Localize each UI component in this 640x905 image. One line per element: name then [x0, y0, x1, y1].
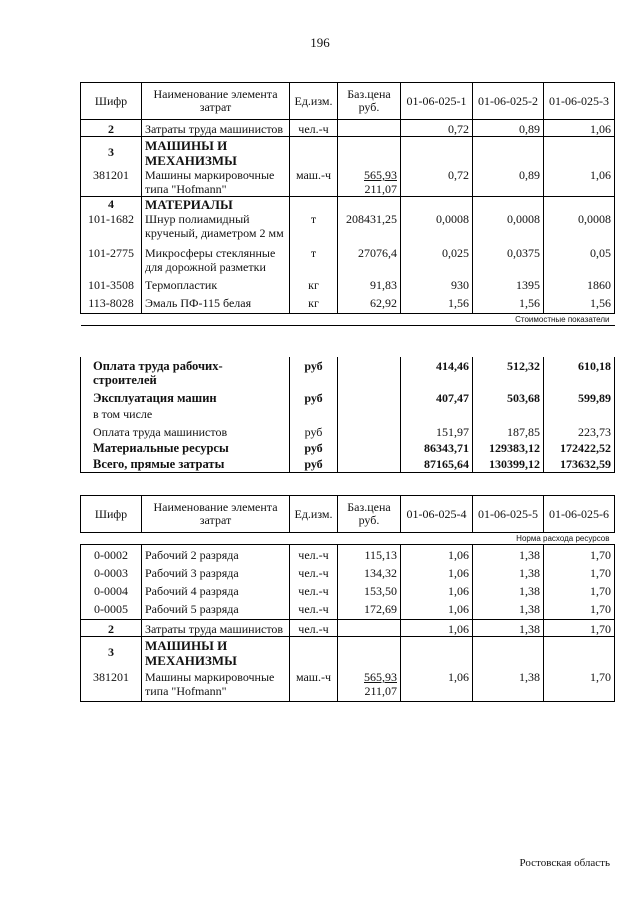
- table-row: [81, 168, 615, 197]
- cost-unit: руб: [290, 421, 338, 439]
- price-underlined: 565,93: [364, 670, 397, 684]
- cost-row: [81, 387, 615, 405]
- cost-value-2: 512,32: [473, 357, 544, 387]
- row-value-3: 1,70: [544, 562, 615, 580]
- row-value-3: 0,0008: [544, 212, 615, 240]
- row-value-1: 0,0008: [401, 212, 473, 240]
- cost-row: [81, 455, 615, 473]
- cost-table-1: [80, 357, 615, 473]
- section-title: МАТЕРИАЛЫ: [142, 197, 290, 213]
- table-row: [81, 120, 615, 137]
- row-value-2: 1,38: [473, 668, 544, 702]
- table-row: [81, 240, 615, 274]
- row-unit: т: [290, 240, 338, 274]
- table-row: [81, 274, 615, 292]
- col-header-code: Шифр: [81, 496, 142, 533]
- cost-value-1: 407,47: [401, 387, 473, 405]
- cost-row: [81, 405, 615, 421]
- row-code: 3: [81, 637, 142, 669]
- row-value-3: 1860: [544, 274, 615, 292]
- row-value-2: 1,38: [473, 598, 544, 620]
- footer-region: Ростовская область: [519, 857, 610, 869]
- row-value-2: 1395: [473, 274, 544, 292]
- row-price: [338, 668, 401, 702]
- row-value-3: 1,06: [544, 168, 615, 197]
- row-code: 0-0003: [81, 562, 142, 580]
- row-unit: т: [290, 212, 338, 240]
- col-header-variant-5: 01-06-025-5: [473, 496, 544, 533]
- col-header-unit: Ед.изм.: [290, 83, 338, 120]
- row-unit: маш.-ч: [290, 168, 338, 197]
- row-code: 0-0004: [81, 580, 142, 598]
- band-label: Норма расхода ресурсов: [516, 534, 610, 543]
- cost-row: [81, 357, 615, 387]
- row-code: 0-0005: [81, 598, 142, 620]
- row-value-2: 1,56: [473, 292, 544, 314]
- cost-unit: руб: [290, 357, 338, 387]
- cost-unit: руб: [290, 455, 338, 473]
- row-value-2: 0,0008: [473, 212, 544, 240]
- row-code: 3: [81, 137, 142, 169]
- row-value-1: 0,72: [401, 120, 473, 137]
- row-name: Термопластик: [142, 274, 290, 292]
- cost-name: Оплата труда рабочих-строителей: [81, 357, 290, 387]
- row-code: 381201: [81, 168, 142, 197]
- row-value-2: 0,89: [473, 168, 544, 197]
- cost-indicators-band: [81, 314, 615, 326]
- section-row: [81, 137, 615, 169]
- row-value-3: 0,05: [544, 240, 615, 274]
- row-value-1: 1,06: [401, 580, 473, 598]
- cost-row: [81, 439, 615, 455]
- row-unit: чел.-ч: [290, 580, 338, 598]
- row-value-1: 1,06: [401, 598, 473, 620]
- row-unit: кг: [290, 292, 338, 314]
- cost-value-2: 503,68: [473, 387, 544, 405]
- row-value-1: 0,025: [401, 240, 473, 274]
- row-code: 101-2775: [81, 240, 142, 274]
- row-value-1: 1,06: [401, 620, 473, 637]
- section-title: МАШИНЫ И МЕХАНИЗМЫ: [142, 637, 290, 669]
- cost-value-1: 86343,71: [401, 439, 473, 455]
- cost-row: [81, 421, 615, 439]
- section-row: [81, 637, 615, 669]
- cost-value-3: 599,89: [544, 387, 615, 405]
- row-value-2: 0,0375: [473, 240, 544, 274]
- row-price: 172,69: [338, 598, 401, 620]
- price-secondary: 211,07: [364, 182, 397, 196]
- table-header-row: [81, 83, 615, 120]
- row-price: 134,32: [338, 562, 401, 580]
- resource-table-1: [80, 82, 615, 326]
- col-header-variant-1: 01-06-025-1: [401, 83, 473, 120]
- resource-table-2: [80, 495, 615, 702]
- table-header-row: [81, 496, 615, 533]
- col-header-price: Баз.цена руб.: [338, 496, 401, 533]
- row-value-3: 1,70: [544, 598, 615, 620]
- section-title: МАШИНЫ И МЕХАНИЗМЫ: [142, 137, 290, 169]
- table-row: [81, 212, 615, 240]
- page-number: 196: [310, 35, 330, 50]
- row-code: 101-3508: [81, 274, 142, 292]
- cost-value-2: 130399,12: [473, 455, 544, 473]
- col-header-unit: Ед.изм.: [290, 496, 338, 533]
- row-unit: кг: [290, 274, 338, 292]
- cost-value-3: 223,73: [544, 421, 615, 439]
- cost-value-1: 151,97: [401, 421, 473, 439]
- row-value-3: 1,70: [544, 580, 615, 598]
- row-value-2: 1,38: [473, 562, 544, 580]
- row-value-1: 1,06: [401, 545, 473, 563]
- row-code: 113-8028: [81, 292, 142, 314]
- cost-name: Материальные ресурсы: [81, 439, 290, 455]
- cost-name: в том числе: [81, 405, 290, 421]
- row-value-1: 1,06: [401, 562, 473, 580]
- row-price: [338, 120, 401, 137]
- row-unit: чел.-ч: [290, 598, 338, 620]
- cost-value-3: 173632,59: [544, 455, 615, 473]
- row-code: 0-0002: [81, 545, 142, 563]
- cost-value-1: 87165,64: [401, 455, 473, 473]
- row-name: Машины маркировочные типа "Hofmann": [142, 168, 290, 197]
- cost-value-2: 187,85: [473, 421, 544, 439]
- row-value-3: 1,70: [544, 668, 615, 702]
- col-header-variant-6: 01-06-025-6: [544, 496, 615, 533]
- row-price: 91,83: [338, 274, 401, 292]
- row-unit: чел.-ч: [290, 120, 338, 137]
- band-label: Стоимостные показатели: [515, 315, 610, 324]
- row-value-1: 930: [401, 274, 473, 292]
- cost-name: Эксплуатация машин: [81, 387, 290, 405]
- row-price: [338, 620, 401, 637]
- col-header-variant-3: 01-06-025-3: [544, 83, 615, 120]
- row-value-2: 0,89: [473, 120, 544, 137]
- row-code: 2: [81, 120, 142, 137]
- cost-unit: руб: [290, 439, 338, 455]
- row-value-1: 1,56: [401, 292, 473, 314]
- row-price: 115,13: [338, 545, 401, 563]
- row-value-3: 1,70: [544, 545, 615, 563]
- col-header-code: Шифр: [81, 83, 142, 120]
- row-value-2: 1,38: [473, 545, 544, 563]
- row-price: 153,50: [338, 580, 401, 598]
- row-value-1: 0,72: [401, 168, 473, 197]
- row-name: Рабочий 3 разряда: [142, 562, 290, 580]
- col-header-variant-2: 01-06-025-2: [473, 83, 544, 120]
- row-name: Рабочий 4 разряда: [142, 580, 290, 598]
- row-name: Рабочий 2 разряда: [142, 545, 290, 563]
- row-value-2: 1,38: [473, 580, 544, 598]
- row-name: Микросферы стеклянные для дорожной разметки: [142, 240, 290, 274]
- row-name: Эмаль ПФ-115 белая: [142, 292, 290, 314]
- cost-name: Всего, прямые затраты: [81, 455, 290, 473]
- table-row: [81, 292, 615, 314]
- table-row: [81, 580, 615, 598]
- col-header-variant-4: 01-06-025-4: [401, 496, 473, 533]
- row-value-3: 1,56: [544, 292, 615, 314]
- table-row: [81, 620, 615, 637]
- row-price: 27076,4: [338, 240, 401, 274]
- col-header-price: Баз.цена руб.: [338, 83, 401, 120]
- cost-value-3: 172422,52: [544, 439, 615, 455]
- row-value-1: 1,06: [401, 668, 473, 702]
- row-name: Затраты труда машинистов: [142, 620, 290, 637]
- section-row: [81, 197, 615, 213]
- row-name: Машины маркировочные типа "Hofmann": [142, 668, 290, 702]
- row-name: Шнур полиамидный крученый, диаметром 2 мм: [142, 212, 290, 240]
- row-price: [338, 168, 401, 197]
- row-unit: маш.-ч: [290, 668, 338, 702]
- col-header-name: Наименование элемента затрат: [142, 496, 290, 533]
- cost-name: Оплата труда машинистов: [81, 421, 290, 439]
- table-row: [81, 598, 615, 620]
- cost-value-2: 129383,12: [473, 439, 544, 455]
- row-code: 101-1682: [81, 212, 142, 240]
- row-name: Затраты труда машинистов: [142, 120, 290, 137]
- row-code: 2: [81, 620, 142, 637]
- cost-unit: руб: [290, 387, 338, 405]
- norm-band: [81, 533, 615, 545]
- table-row: [81, 562, 615, 580]
- row-price: 62,92: [338, 292, 401, 314]
- table-row: [81, 545, 615, 563]
- row-value-2: 1,38: [473, 620, 544, 637]
- cost-value-1: 414,46: [401, 357, 473, 387]
- row-unit: чел.-ч: [290, 562, 338, 580]
- cost-value-3: 610,18: [544, 357, 615, 387]
- row-code: 381201: [81, 668, 142, 702]
- price-underlined: 565,93: [364, 168, 397, 182]
- col-header-name: Наименование элемента затрат: [142, 83, 290, 120]
- row-code: 4: [81, 197, 142, 213]
- row-value-3: 1,70: [544, 620, 615, 637]
- row-unit: чел.-ч: [290, 545, 338, 563]
- row-value-3: 1,06: [544, 120, 615, 137]
- row-name: Рабочий 5 разряда: [142, 598, 290, 620]
- price-secondary: 211,07: [364, 684, 397, 698]
- row-unit: чел.-ч: [290, 620, 338, 637]
- table-row: [81, 668, 615, 702]
- row-price: 208431,25: [338, 212, 401, 240]
